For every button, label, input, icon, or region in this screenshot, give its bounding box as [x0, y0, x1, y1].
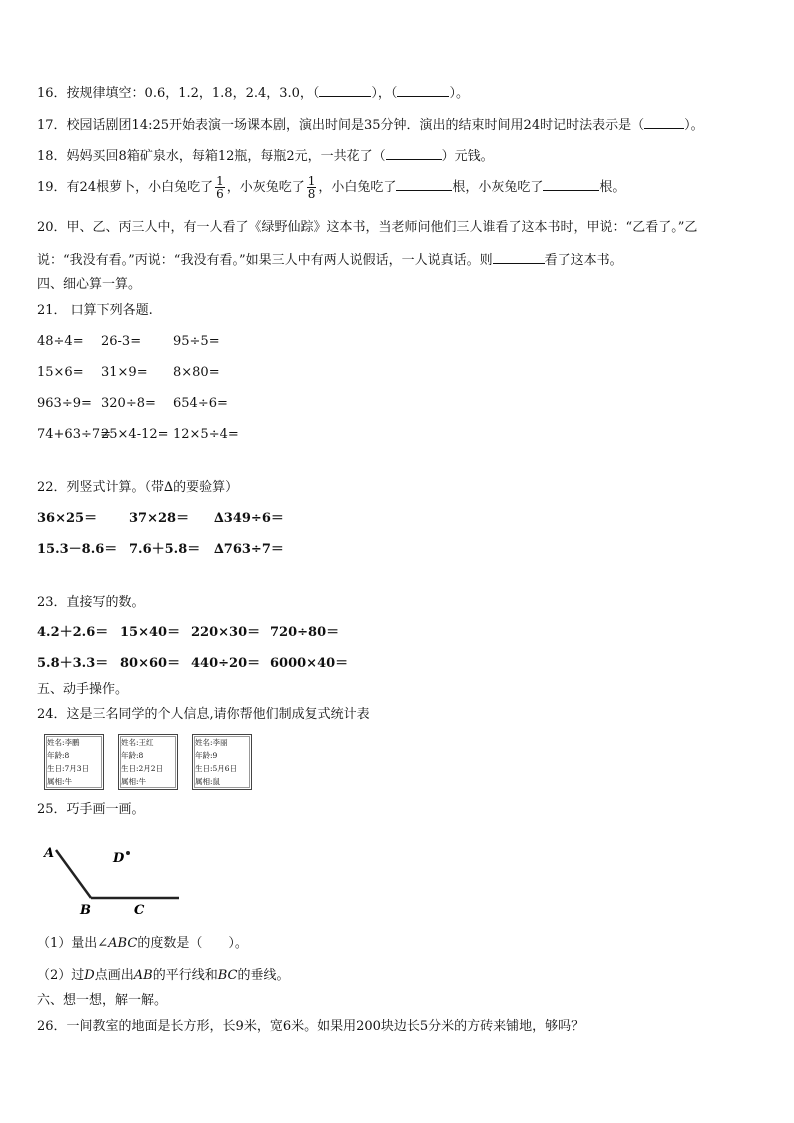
calc-item: 74+63÷7= — [37, 427, 112, 442]
answer-blank[interactable] — [493, 251, 545, 264]
calc-item: 220×30＝ — [191, 625, 261, 640]
question-25-part-1: （1）量出∠ABC的度数是（ ）。 — [37, 936, 248, 951]
calc-item: ∆349÷6＝ — [214, 511, 284, 526]
point-c-label: C — [134, 903, 145, 915]
calc-item: 95÷5= — [173, 334, 220, 349]
question-26: 26．一间教室的地面是长方形，长9米，宽6米。如果用200块边长5分米的方砖来铺地，够吗？ — [37, 1019, 585, 1034]
point-d-label: D — [113, 851, 125, 866]
calc-item: 31×9= — [101, 365, 148, 380]
calc-item: 963÷9= — [37, 396, 92, 411]
calc-item: 37×28＝ — [129, 511, 190, 526]
question-17: 17．校园话剧团14:25开始表演一场课本剧，演出时间是35分钟．演出的结束时间用24时记时法表示是（ ）。 — [37, 118, 704, 133]
section-6-heading: 六、想一想，解一解。 — [37, 993, 168, 1008]
fraction: $\frac{1}{6}$ — [216, 174, 224, 201]
answer-blank[interactable] — [397, 84, 449, 97]
calc-item: 4.2＋2.6＝ — [37, 625, 109, 640]
question-25-title: 25．巧手画一画。 — [37, 802, 145, 817]
fraction: $\frac{1}{8}$ — [307, 174, 316, 201]
ray-ba — [56, 850, 91, 898]
student-info-card: 姓名:王红 年龄:8 生日:2月2日 属相:牛 — [118, 734, 178, 790]
calc-item: 26-3= — [101, 334, 142, 349]
question-20-line-2: 说：“我没有看。”丙说：“我没有看。”如果三人中有两人说假话，一人说真话。则 看了这本书。 — [37, 253, 623, 268]
calc-item: ∆763÷7＝ — [214, 542, 284, 557]
calc-item: 720÷80＝ — [270, 625, 340, 640]
calc-item: 15×40＝ — [120, 625, 181, 640]
answer-blank[interactable] — [396, 178, 452, 191]
answer-blank[interactable] — [386, 147, 442, 160]
question-16: 16．按规律填空：0.6，1.2，1.8，2.4，3.0，（ ），（ ）。 — [37, 86, 469, 101]
calc-item: 7.6＋5.8＝ — [129, 542, 201, 557]
calc-item: 12×5÷4= — [173, 427, 239, 442]
calc-item: 440÷20＝ — [191, 656, 261, 671]
question-23-title: 23．直接写的数。 — [37, 595, 145, 610]
answer-blank[interactable] — [644, 116, 684, 129]
calc-item: 654÷6= — [173, 396, 228, 411]
calc-item: 25×4-12= — [101, 427, 169, 442]
section-4-heading: 四、细心算一算。 — [37, 277, 142, 292]
student-info-card: 姓名:李丽 年龄:9 生日:5月6日 属相:鼠 — [192, 734, 252, 790]
calc-item: 48÷4= — [37, 334, 84, 349]
calc-item: 8×80= — [173, 365, 220, 380]
question-18: 18．妈妈买回8箱矿泉水，每箱12瓶，每瓶2元，一共花了（ ）元钱。 — [37, 149, 494, 164]
question-22-title: 22．列竖式计算。（带∆的要验算） — [37, 480, 239, 495]
point-a-label: A — [44, 846, 55, 861]
section-5-heading: 五、动手操作。 — [37, 682, 129, 697]
student-info-card: 姓名:李鹏 年龄:8 生日:7月3日 属相:牛 — [44, 734, 104, 790]
question-21-title: 21． 口算下列各题. — [37, 303, 153, 318]
calc-item: 80×60＝ — [120, 656, 181, 671]
calc-item: 36×25＝ — [37, 511, 98, 526]
point-b-label: B — [80, 903, 91, 915]
angle-diagram — [36, 835, 196, 915]
question-19: 19．有24根萝卜，小白兔吃了 $\frac{1}{6}$ ，小灰兔吃了 $\frac{1}{8}$ ，小白兔吃了 根，小灰兔吃了 根。 — [37, 174, 626, 201]
calc-item: 15×6= — [37, 365, 84, 380]
calc-item: 320÷8= — [101, 396, 156, 411]
calc-item: 15.3－8.6＝ — [37, 542, 118, 557]
point-d — [126, 851, 130, 855]
question-20-line-1: 20．甲、乙、丙三人中，有一人看了《绿野仙踪》这本书，当老师问他们三人谁看了这本书时，甲说：“乙看了。”乙 — [37, 220, 698, 235]
question-24-title: 24．这是三名同学的个人信息,请你帮他们制成复式统计表 — [37, 707, 370, 722]
answer-blank[interactable] — [543, 178, 599, 191]
answer-blank[interactable] — [319, 84, 371, 97]
question-25-part-2: （2）过D点画出AB的平行线和BC的垂线。 — [37, 968, 290, 983]
calc-item: 6000×40＝ — [270, 656, 349, 671]
calc-item: 5.8＋3.3＝ — [37, 656, 109, 671]
